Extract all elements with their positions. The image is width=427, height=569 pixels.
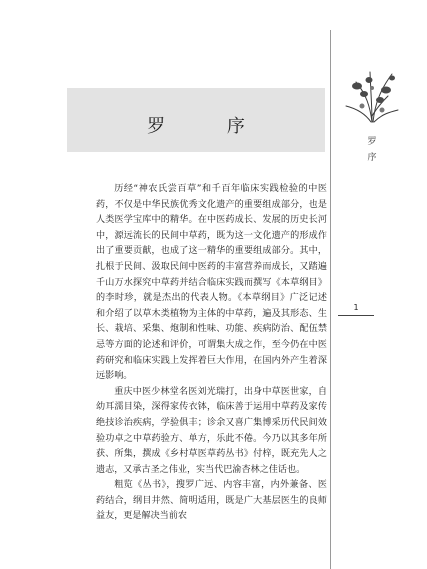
margin-divider-line — [330, 30, 331, 569]
running-section-title: 罗 序 — [367, 137, 377, 163]
page-number-underline — [338, 315, 374, 316]
paragraph: 重庆中医少林堂名医刘光瑞打，出身中草医世家，自幼耳濡目染，深得家传衣钵，临床善于运用中草药及家传绝技诊治疾病，学验俱丰；诊余又喜广集博采历代民间效验功卓之中草药验方、单方，乐此不倦。今乃以其多年所获、所集，撰成《乡村草医草药丛书》付梓，既充先人之遗志，又承古圣之伟业，实当代巴渝杏林之佳话也。 — [96, 386, 327, 475]
paragraph: 粗览《丛书》，搜罗广远、内容丰富，内外兼备、医药结合，纲目井然、简明适用，既是广大基层医生的良师益友，更是解决当前农 — [96, 480, 327, 522]
body-text — [96, 182, 327, 525]
chapter-heading: 罗 序 — [147, 116, 273, 137]
paragraph: 历经“神农氏尝百草”和千百年临床实践检验的中医药，不仅是中华民族优秀文化遗产的重要组成部分，也是人类医学宝库中的精华。在中医药成长、发展的历史长河中，源远流长的民间中草药，既为这一文化遗产的形成作出了重要贡献，也成了这一精华的重要组成部分。其中，扎根于民间、汲取民间中医药的丰富营养而成长，又踏遍千山万水探究中草药并结合临床实践而撰写《本草纲目》的李时珍，就是杰出的代表人物。《本草纲目》广泛记述和介绍了以草木类植物为主体的中草药，遍及其形态、生长、栽培、采集、炮制和性味、功能、疾病防治、配伍禁忌等方面的论述和评价，可谓集大成之作，至今仍在中医药研究和临床实践上发挥着巨大作用，在国内外产生着深远影响。 — [96, 184, 327, 382]
orchid-emblem-icon — [342, 66, 402, 124]
page-number: 1 — [353, 303, 359, 312]
